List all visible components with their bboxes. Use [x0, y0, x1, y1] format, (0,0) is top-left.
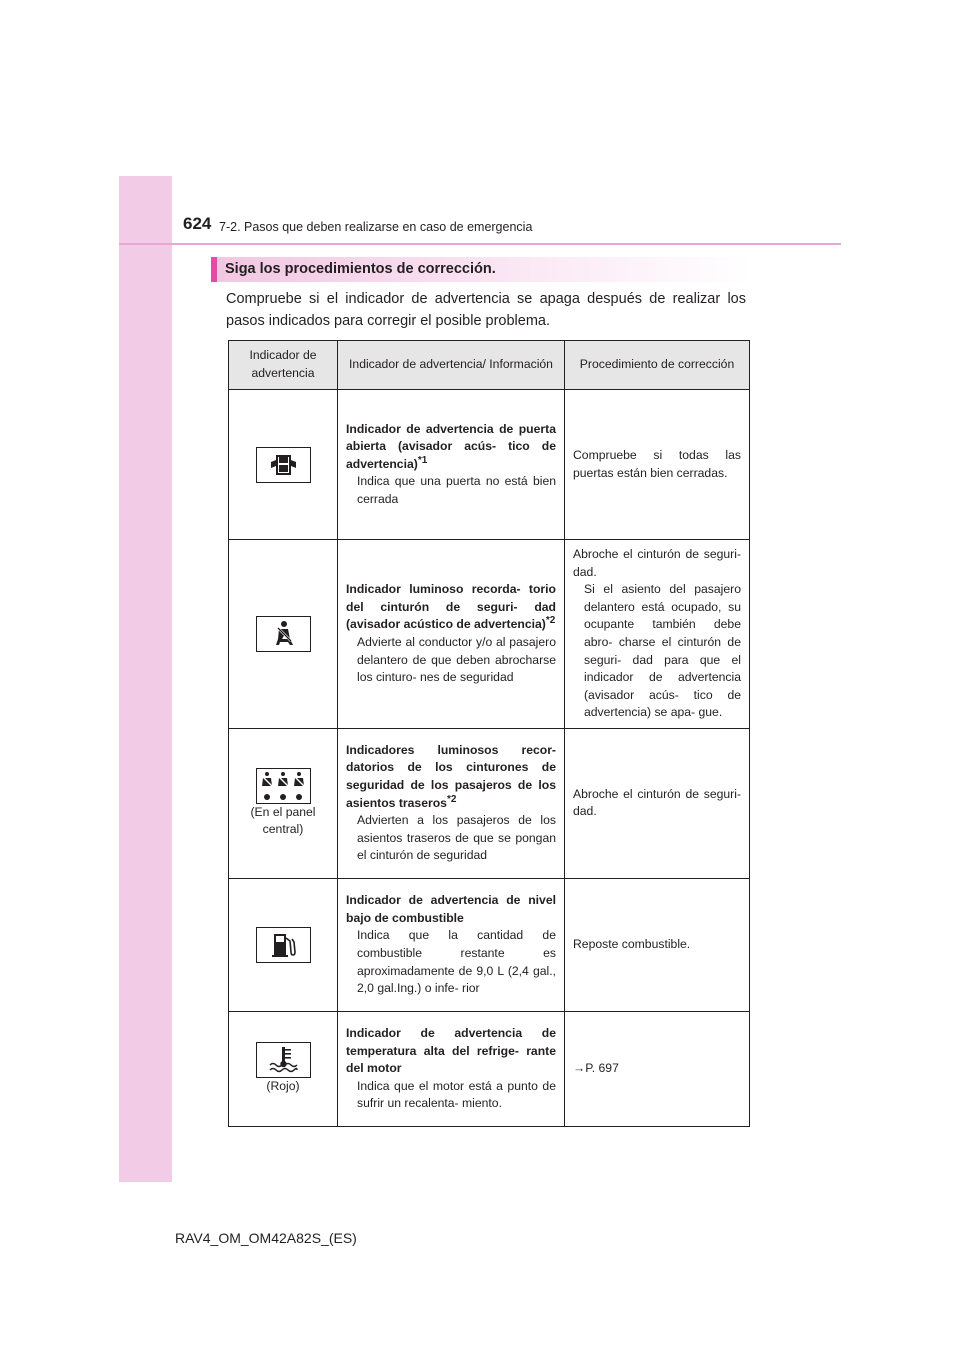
indicator-title: Indicador de advertencia de temperatura alta del refrige- rante del motor: [346, 1025, 556, 1076]
table-row: [229, 1011, 750, 1126]
indicator-title: Indicadores luminosos recor- datorios de los cinturones de seguridad de los pasajeros de los asientos traseros: [346, 742, 556, 810]
table-row: [229, 878, 750, 1011]
header-divider: [119, 243, 841, 245]
indicator-cell: [229, 728, 338, 878]
indicator-cell: [229, 878, 338, 1011]
procedure-cell: [565, 878, 750, 1011]
seatbelt-icon: [256, 616, 311, 652]
banner-title: Siga los procedimientos de corrección.: [225, 261, 496, 277]
information-cell: [338, 878, 565, 1011]
information-cell: [338, 390, 565, 540]
procedure-text: Reposte combustible.: [573, 937, 691, 952]
indicator-description: Advierten a los pasajeros de los asientos traseros de que se pongan el cinturón de seguridad: [357, 813, 556, 863]
table-row: [229, 540, 750, 729]
indicator-cell: [229, 540, 338, 729]
information-cell: [338, 1011, 565, 1126]
column-header-procedure: Procedimiento de corrección: [565, 341, 750, 390]
page-reference: →P. 697: [573, 1061, 619, 1076]
footnote-mark: *1: [417, 454, 428, 466]
banner-accent-bar: [211, 257, 217, 282]
procedure-text: Abroche el cinturón de seguri- dad.: [573, 547, 741, 579]
indicator-description: Indica que una puerta no está bien cerrada: [357, 474, 556, 506]
indicator-caption: (Rojo): [266, 1079, 300, 1094]
document-code: RAV4_OM_OM42A82S_(ES): [175, 1230, 357, 1246]
rear-seatbelt-icon: [256, 768, 311, 804]
indicator-cell: [229, 390, 338, 540]
indicator-title: Indicador de advertencia de nivel bajo de combustible: [346, 893, 556, 925]
indicator-description: Indica que la cantidad de combustible restante es aproximadamente de 9,0 L (2,4 gal., 2,0 gal.Ing.) o infe- rior: [357, 928, 556, 996]
indicator-cell: [229, 1011, 338, 1126]
footnote-mark: *2: [545, 615, 556, 627]
table-header-row: [229, 341, 750, 390]
coolant-temperature-icon: [256, 1042, 311, 1078]
information-cell: [338, 728, 565, 878]
procedure-note: Si el asiento del pasajero delantero está ocupado, su ocupante también debe abro- charse el cinturón de seguri- dad para que el indicador de advertencia (avisador acús- tico de advertencia) se apa- gue.: [584, 582, 741, 720]
chapter-sidebar-tab: [119, 176, 172, 1182]
information-cell: [338, 540, 565, 729]
intro-paragraph: Compruebe si el indicador de advertencia se apaga después de realizar los pasos indicados para corregir el posible problema.: [226, 291, 746, 329]
indicator-description: Advierte al conductor y/o al pasajero delantero de que deben abrocharse los cinturo- nes de seguridad: [357, 634, 556, 685]
procedure-cell: [565, 1011, 750, 1126]
column-header-indicator: Indicador de advertencia: [229, 341, 338, 390]
table-row: [229, 390, 750, 540]
procedure-text: Abroche el cinturón de seguri- dad.: [573, 786, 741, 819]
indicator-caption: (En el panel central): [250, 804, 316, 837]
indicator-title: Indicador luminoso recorda- torio del cinturón de seguri- dad (avisador acústico de advertencia): [346, 582, 556, 632]
procedure-cell: [565, 390, 750, 540]
procedure-cell: [565, 728, 750, 878]
procedure-banner: [211, 257, 750, 282]
procedure-text: Compruebe si todas las puertas están bien cerradas.: [573, 447, 741, 480]
warning-indicator-table: [228, 340, 750, 1127]
section-title: 7-2. Pasos que deben realizarse en caso de emergencia: [219, 220, 533, 234]
table-row: [229, 728, 750, 878]
procedure-cell: [565, 540, 750, 729]
footnote-mark: *2: [446, 793, 457, 805]
door-open-icon: [256, 447, 311, 483]
indicator-description: Indica que el motor está a punto de sufrir un recalenta- miento.: [357, 1078, 556, 1111]
indicator-title: Indicador de advertencia de puerta abierta (avisador acús- tico de advertencia): [346, 421, 556, 471]
page-number: 624: [183, 214, 212, 233]
fuel-pump-icon: [256, 927, 311, 963]
column-header-information: Indicador de advertencia/ Información: [338, 341, 565, 390]
